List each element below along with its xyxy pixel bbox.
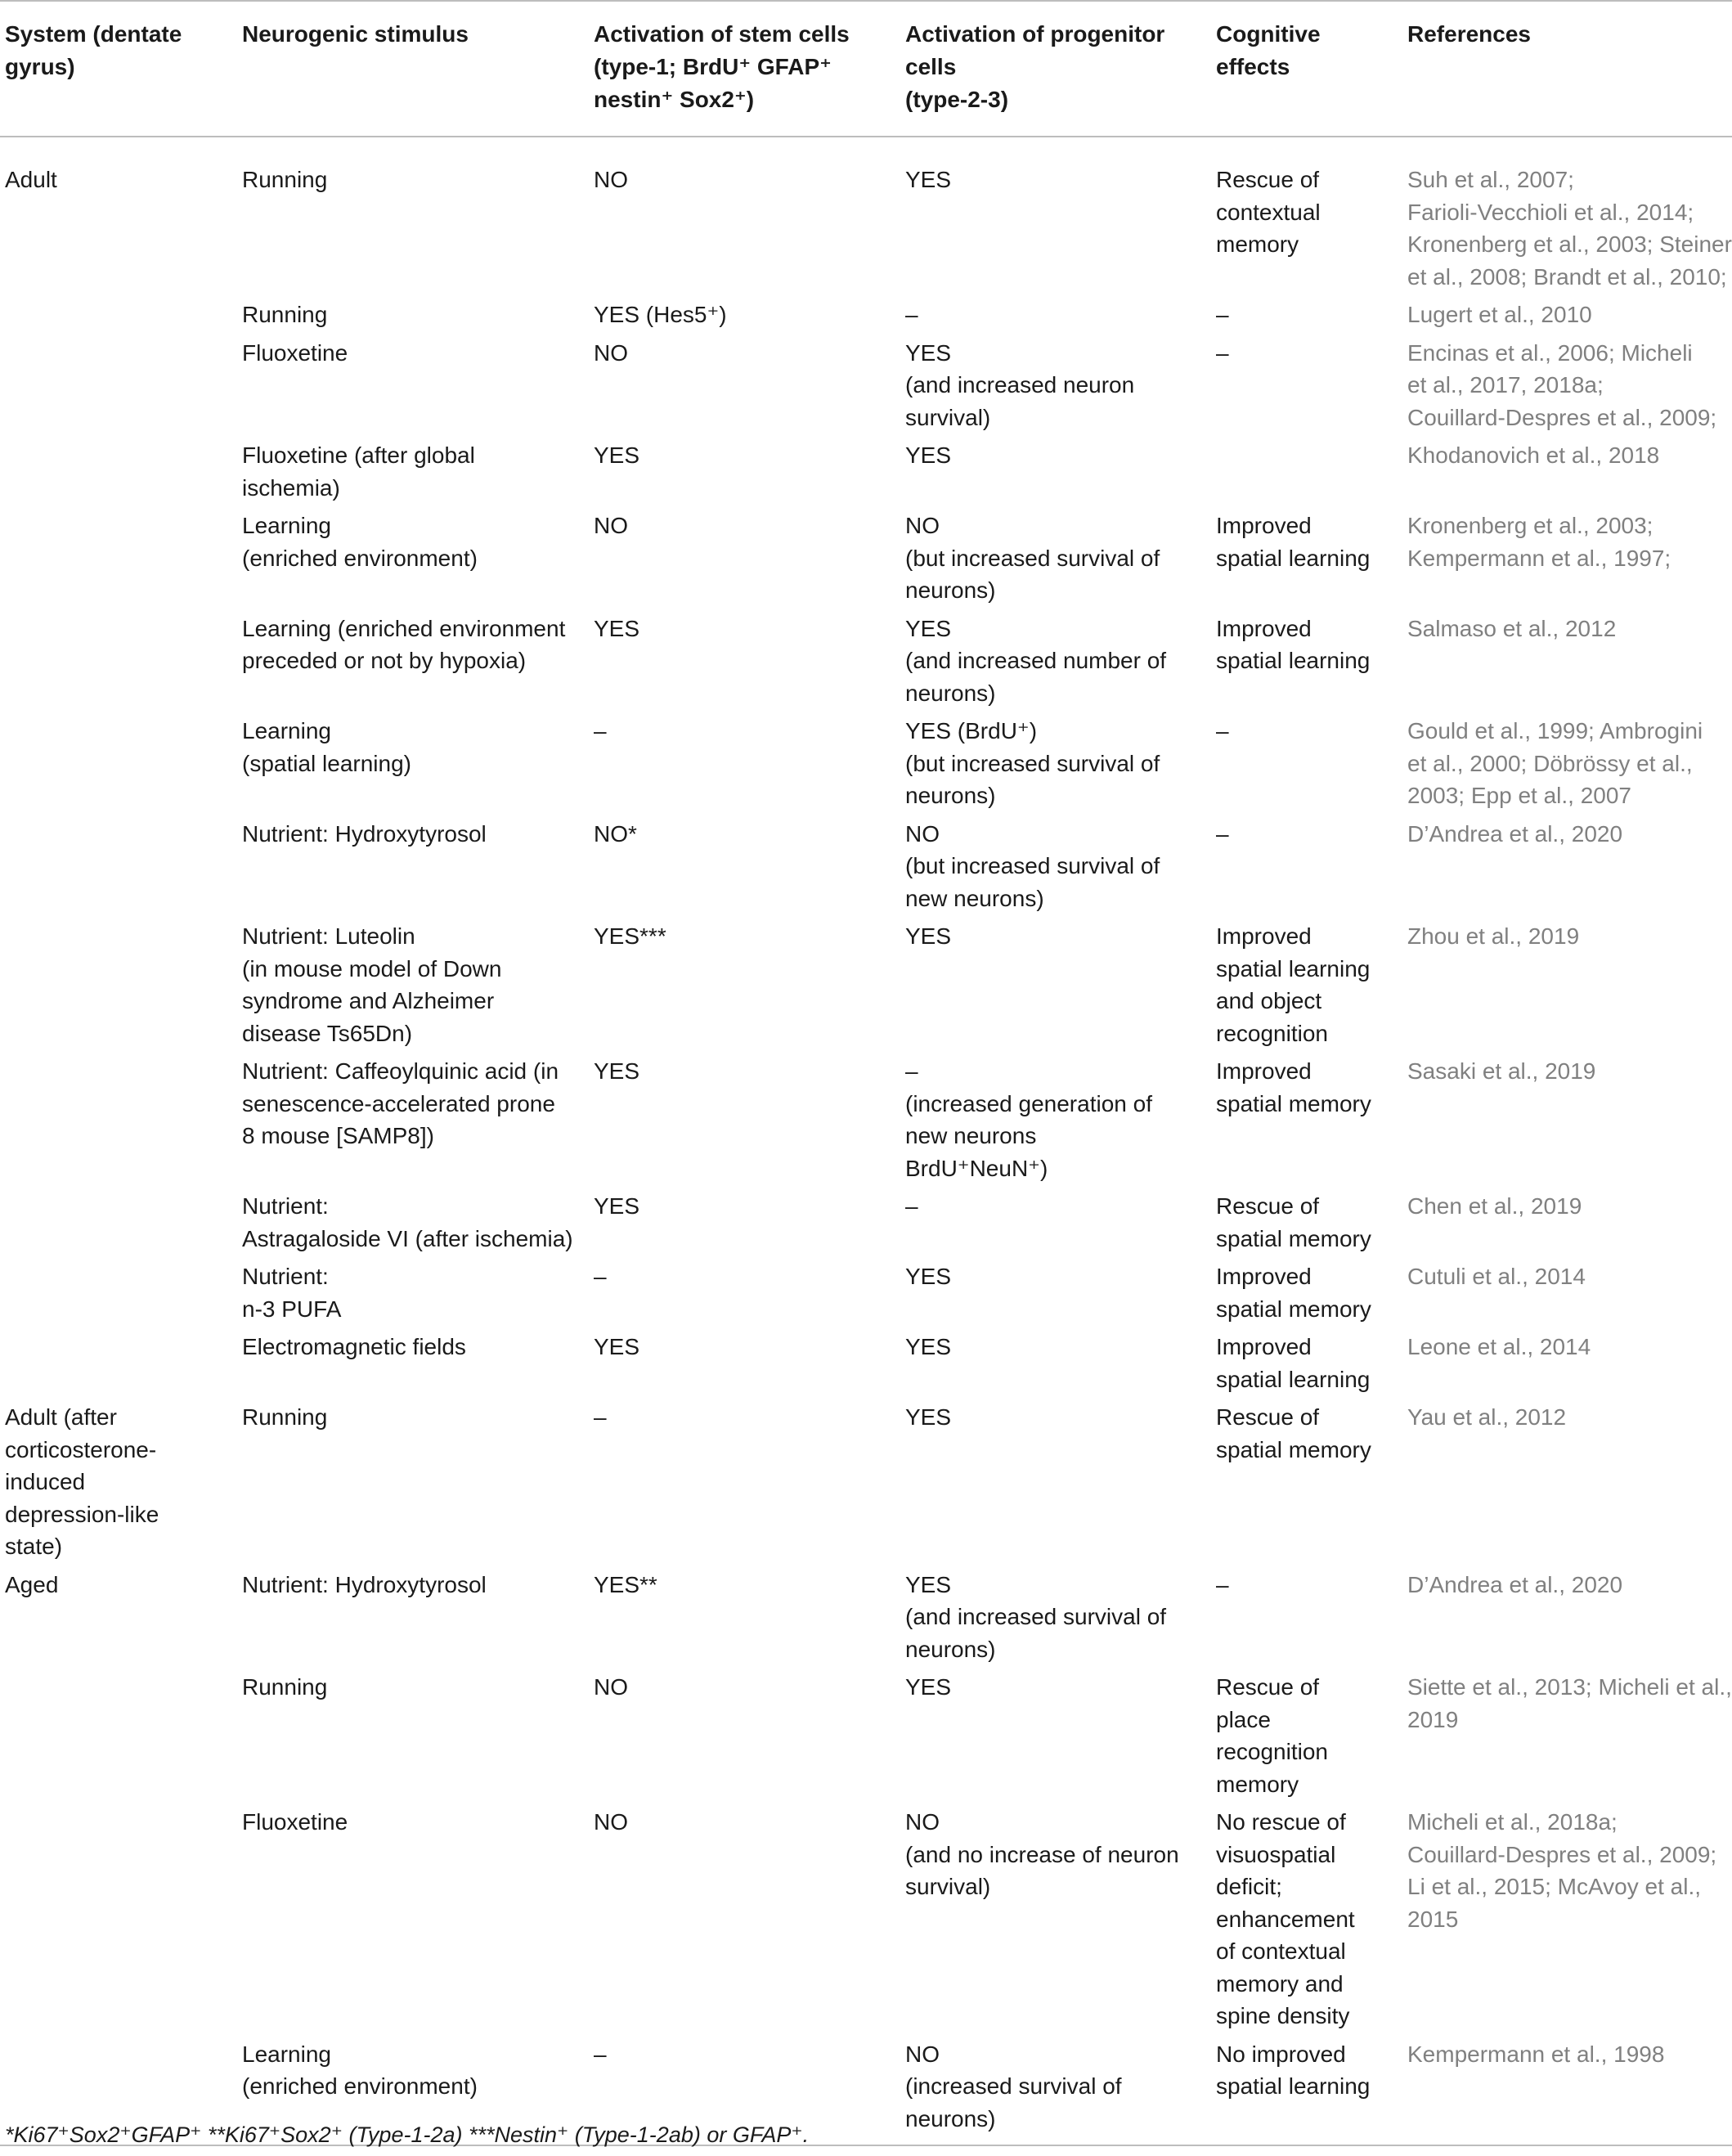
cell-progenitor-cells: YES <box>905 442 952 468</box>
cell-references: Khodanovich et al., 2018 <box>1407 442 1660 468</box>
cell-references: Siette et al., 2013; Micheli et al., 2019 <box>1407 1674 1732 1732</box>
header-cognitive-effects: Cognitive effects <box>1211 1 1402 137</box>
cell-cognitive-effects: – <box>1216 718 1229 743</box>
cell-cognitive-effects: Rescue of contextual memory <box>1216 167 1321 257</box>
cell-system <box>0 1055 237 1190</box>
cell-references: Kempermann et al., 1998 <box>1402 2038 1732 2146</box>
cell-cognitive-effects: No rescue of visuospatial deficit; enhancement of contextual memory and spine density <box>1216 1809 1355 2028</box>
cell-cognitive-effects: – <box>1216 1571 1229 1597</box>
table-row <box>0 1055 1732 1190</box>
cell-references: Salmaso et al., 2012 <box>1407 615 1617 641</box>
cell-progenitor-cells: YES <box>905 167 952 192</box>
table-footnote: *Ki67⁺Sox2⁺GFAP⁺ **Ki67⁺Sox2⁺ (Type-1-2a) ***Nestin⁺ (Type-1-2ab) or GFAP⁺. <box>5 2122 810 2147</box>
cell-progenitor-cells: YES <box>905 1674 952 1700</box>
cell-stem-cells: – <box>589 2038 900 2146</box>
cell-stimulus: Learning (enriched environment) <box>242 513 478 571</box>
cell-references: Sasaki et al., 2019 <box>1407 1058 1596 1084</box>
cell-stimulus: Running <box>242 1404 328 1430</box>
cell-references: D’Andrea et al., 2020 <box>1407 1571 1623 1597</box>
cell-stem-cells: YES <box>594 1058 640 1084</box>
cell-stimulus: Electromagnetic fields <box>242 1334 466 1359</box>
cell-references: Cutuli et al., 2014 <box>1407 1264 1586 1289</box>
cell-progenitor-cells: – <box>905 1193 918 1219</box>
cell-cognitive-effects: – <box>1216 302 1229 327</box>
cell-stem-cells: NO <box>594 1674 628 1700</box>
cell-progenitor-cells: – (increased generation of new neurons BrdU⁺NeuN⁺) <box>905 1058 1152 1181</box>
cell-stem-cells: YES <box>594 615 640 641</box>
cell-progenitor-cells: NO (but increased survival of new neurons) <box>905 820 1160 911</box>
cell-stem-cells: NO <box>594 513 628 538</box>
cell-stem-cells: – <box>594 1404 607 1430</box>
cell-cognitive-effects: Improved spatial learning and object recognition <box>1216 923 1371 1046</box>
table-row <box>0 715 1732 818</box>
header-references: References <box>1402 1 1732 137</box>
cell-stem-cells: NO <box>594 339 628 366</box>
cell-stimulus: Nutrient: Luteolin (in mouse model of Down syndrome and Alzheimer disease Ts65Dn) <box>242 923 502 1046</box>
cell-progenitor-cells: YES <box>905 923 952 949</box>
header-system: System (dentate gyrus) <box>0 1 237 137</box>
table-row <box>0 613 1732 716</box>
cell-system <box>0 1806 237 2038</box>
cell-stem-cells: – <box>594 718 607 743</box>
cell-stimulus: Nutrient: Caffeoylquinic acid (in senescence-accelerated prone 8 mouse [SAMP8]) <box>242 1058 559 1148</box>
header-row <box>0 1 1732 137</box>
cell-stimulus: Nutrient: Hydroxytyrosol <box>242 820 487 847</box>
cell-stem-cells: YES** <box>594 1571 657 1597</box>
cell-references: Kronenberg et al., 2003; Kempermann et al., 1997; <box>1407 513 1671 571</box>
cell-stimulus: Fluoxetine <box>242 1809 348 1835</box>
table-header <box>0 1 1732 137</box>
cell-stimulus: Learning (spatial learning) <box>242 718 411 776</box>
cell-system <box>0 1671 237 1806</box>
cell-stimulus: Running <box>242 1674 328 1700</box>
cell-cognitive-effects: Improved spatial memory <box>1216 1264 1371 1322</box>
cell-cognitive-effects: Improved spatial memory <box>1216 1058 1371 1116</box>
cell-references: Encinas et al., 2006; Micheli et al., 2017, 2018a; Couillard-Despres et al., 2009; <box>1407 339 1717 430</box>
table-row <box>0 510 1732 613</box>
table-row <box>0 818 1732 921</box>
table-row <box>0 920 1732 1055</box>
cell-cognitive-effects: Improved spatial learning <box>1216 615 1371 673</box>
cell-stimulus: Running <box>242 302 328 327</box>
cell-system <box>0 613 237 716</box>
cell-system <box>0 818 237 921</box>
cell-cognitive-effects: Rescue of place recognition memory <box>1216 1674 1328 1797</box>
cell-progenitor-cells: NO (and no increase of neuron survival) <box>905 1809 1179 1899</box>
cell-stem-cells: NO <box>594 167 628 192</box>
cell-stem-cells: YES*** <box>594 923 666 949</box>
cell-stem-cells: NO* <box>594 820 637 847</box>
cell-progenitor-cells: YES (and increased neuron survival) <box>905 339 1135 430</box>
cell-system: Adult <box>5 167 57 192</box>
cell-cognitive-effects: No improved spatial learning <box>1211 2038 1402 2146</box>
table-row <box>0 1331 1732 1401</box>
cell-stimulus: Nutrient: Hydroxytyrosol <box>242 1571 487 1597</box>
cell-progenitor-cells: YES <box>905 1404 952 1430</box>
cell-cognitive-effects: Rescue of spatial memory <box>1216 1404 1371 1462</box>
cell-cognitive-effects: – <box>1216 820 1229 847</box>
cell-progenitor-cells: – <box>905 302 918 327</box>
cell-references: Lugert et al., 2010 <box>1407 302 1592 327</box>
cell-cognitive-effects <box>1211 439 1402 510</box>
cell-references: Yau et al., 2012 <box>1407 1404 1567 1430</box>
cell-stimulus: Learning (enriched environment) <box>237 2038 589 2146</box>
cell-stimulus: Nutrient: n-3 PUFA <box>242 1264 342 1322</box>
cell-cognitive-effects: – <box>1216 339 1229 366</box>
cell-system <box>0 1190 237 1260</box>
cell-stem-cells: YES (Hes5⁺) <box>594 302 727 327</box>
table-row <box>0 1401 1732 1569</box>
header-stem-cells: Activation of stem cells (type-1; BrdU⁺ GFAP⁺ nestin⁺ Sox2⁺) <box>589 1 900 137</box>
cell-references: Leone et al., 2014 <box>1407 1334 1591 1359</box>
cell-stimulus: Fluoxetine <box>242 339 348 366</box>
cell-progenitor-cells: YES (BrdU⁺) (but increased survival of neurons) <box>905 718 1160 808</box>
cell-system <box>0 1260 237 1331</box>
cell-system <box>0 715 237 818</box>
table-row <box>0 299 1732 337</box>
cell-system <box>0 510 237 613</box>
cell-progenitor-cells: YES (and increased survival of neurons) <box>905 1571 1167 1662</box>
table-row <box>0 1260 1732 1331</box>
table-body <box>0 137 1732 2145</box>
header-stimulus: Neurogenic stimulus <box>237 1 589 137</box>
cell-system <box>0 439 237 510</box>
cell-progenitor-cells: YES <box>905 1264 952 1289</box>
table-row <box>0 439 1732 510</box>
header-progenitor-cells: Activation of progenitor cells (type-2-3) <box>900 1 1211 137</box>
cell-stimulus: Learning (enriched environment preceded or not by hypoxia) <box>242 615 566 673</box>
cell-system <box>0 337 237 440</box>
cell-cognitive-effects: Rescue of spatial memory <box>1216 1193 1371 1251</box>
cell-references: Zhou et al., 2019 <box>1407 923 1580 949</box>
table-row <box>0 337 1732 440</box>
cell-cognitive-effects: Improved spatial learning <box>1216 1334 1371 1392</box>
cell-stimulus: Nutrient: Astragaloside VI (after ischemia) <box>242 1193 573 1251</box>
cell-system <box>0 920 237 1055</box>
table-row <box>0 1671 1732 1806</box>
cell-system <box>0 299 237 337</box>
cell-cognitive-effects: Improved spatial learning <box>1216 513 1371 571</box>
table-row <box>0 1190 1732 1260</box>
cell-stem-cells: YES <box>594 1193 640 1219</box>
table-row <box>0 1806 1732 2038</box>
cell-system <box>0 1331 237 1401</box>
table-row <box>0 137 1732 299</box>
cell-stem-cells: – <box>594 1264 607 1289</box>
cell-stem-cells: YES <box>594 442 640 468</box>
cell-references: Suh et al., 2007; Farioli-Vecchioli et al., 2014; Kronenberg et al., 2003; Steiner et al., 2008; Brandt et al., 2010; <box>1407 167 1732 290</box>
cell-stem-cells: NO <box>594 1809 628 1835</box>
cell-progenitor-cells: YES <box>905 1334 952 1359</box>
cell-stimulus: Running <box>242 167 328 192</box>
cell-stimulus: Fluoxetine (after global ischemia) <box>242 442 475 501</box>
cell-references: Micheli et al., 2018a; Couillard-Despres et al., 2009; Li et al., 2015; McAvoy et al., 2015 <box>1407 1809 1717 1932</box>
cell-progenitor-cells: NO (increased survival of neurons) <box>900 2038 1211 2146</box>
table-row <box>0 1569 1732 1672</box>
cell-references: Gould et al., 1999; Ambrogini et al., 2000; Döbrössy et al., 2003; Epp et al., 2007 <box>1407 718 1703 808</box>
cell-progenitor-cells: NO (but increased survival of neurons) <box>905 513 1160 603</box>
cell-references: Chen et al., 2019 <box>1407 1193 1582 1219</box>
cell-progenitor-cells: YES (and increased number of neurons) <box>905 615 1167 706</box>
cell-system: Aged <box>5 1571 59 1597</box>
cell-system: Adult (after corticosterone- induced depression-like state) <box>5 1404 159 1559</box>
cell-stem-cells: YES <box>594 1334 640 1359</box>
cell-references: D’Andrea et al., 2020 <box>1407 820 1623 847</box>
